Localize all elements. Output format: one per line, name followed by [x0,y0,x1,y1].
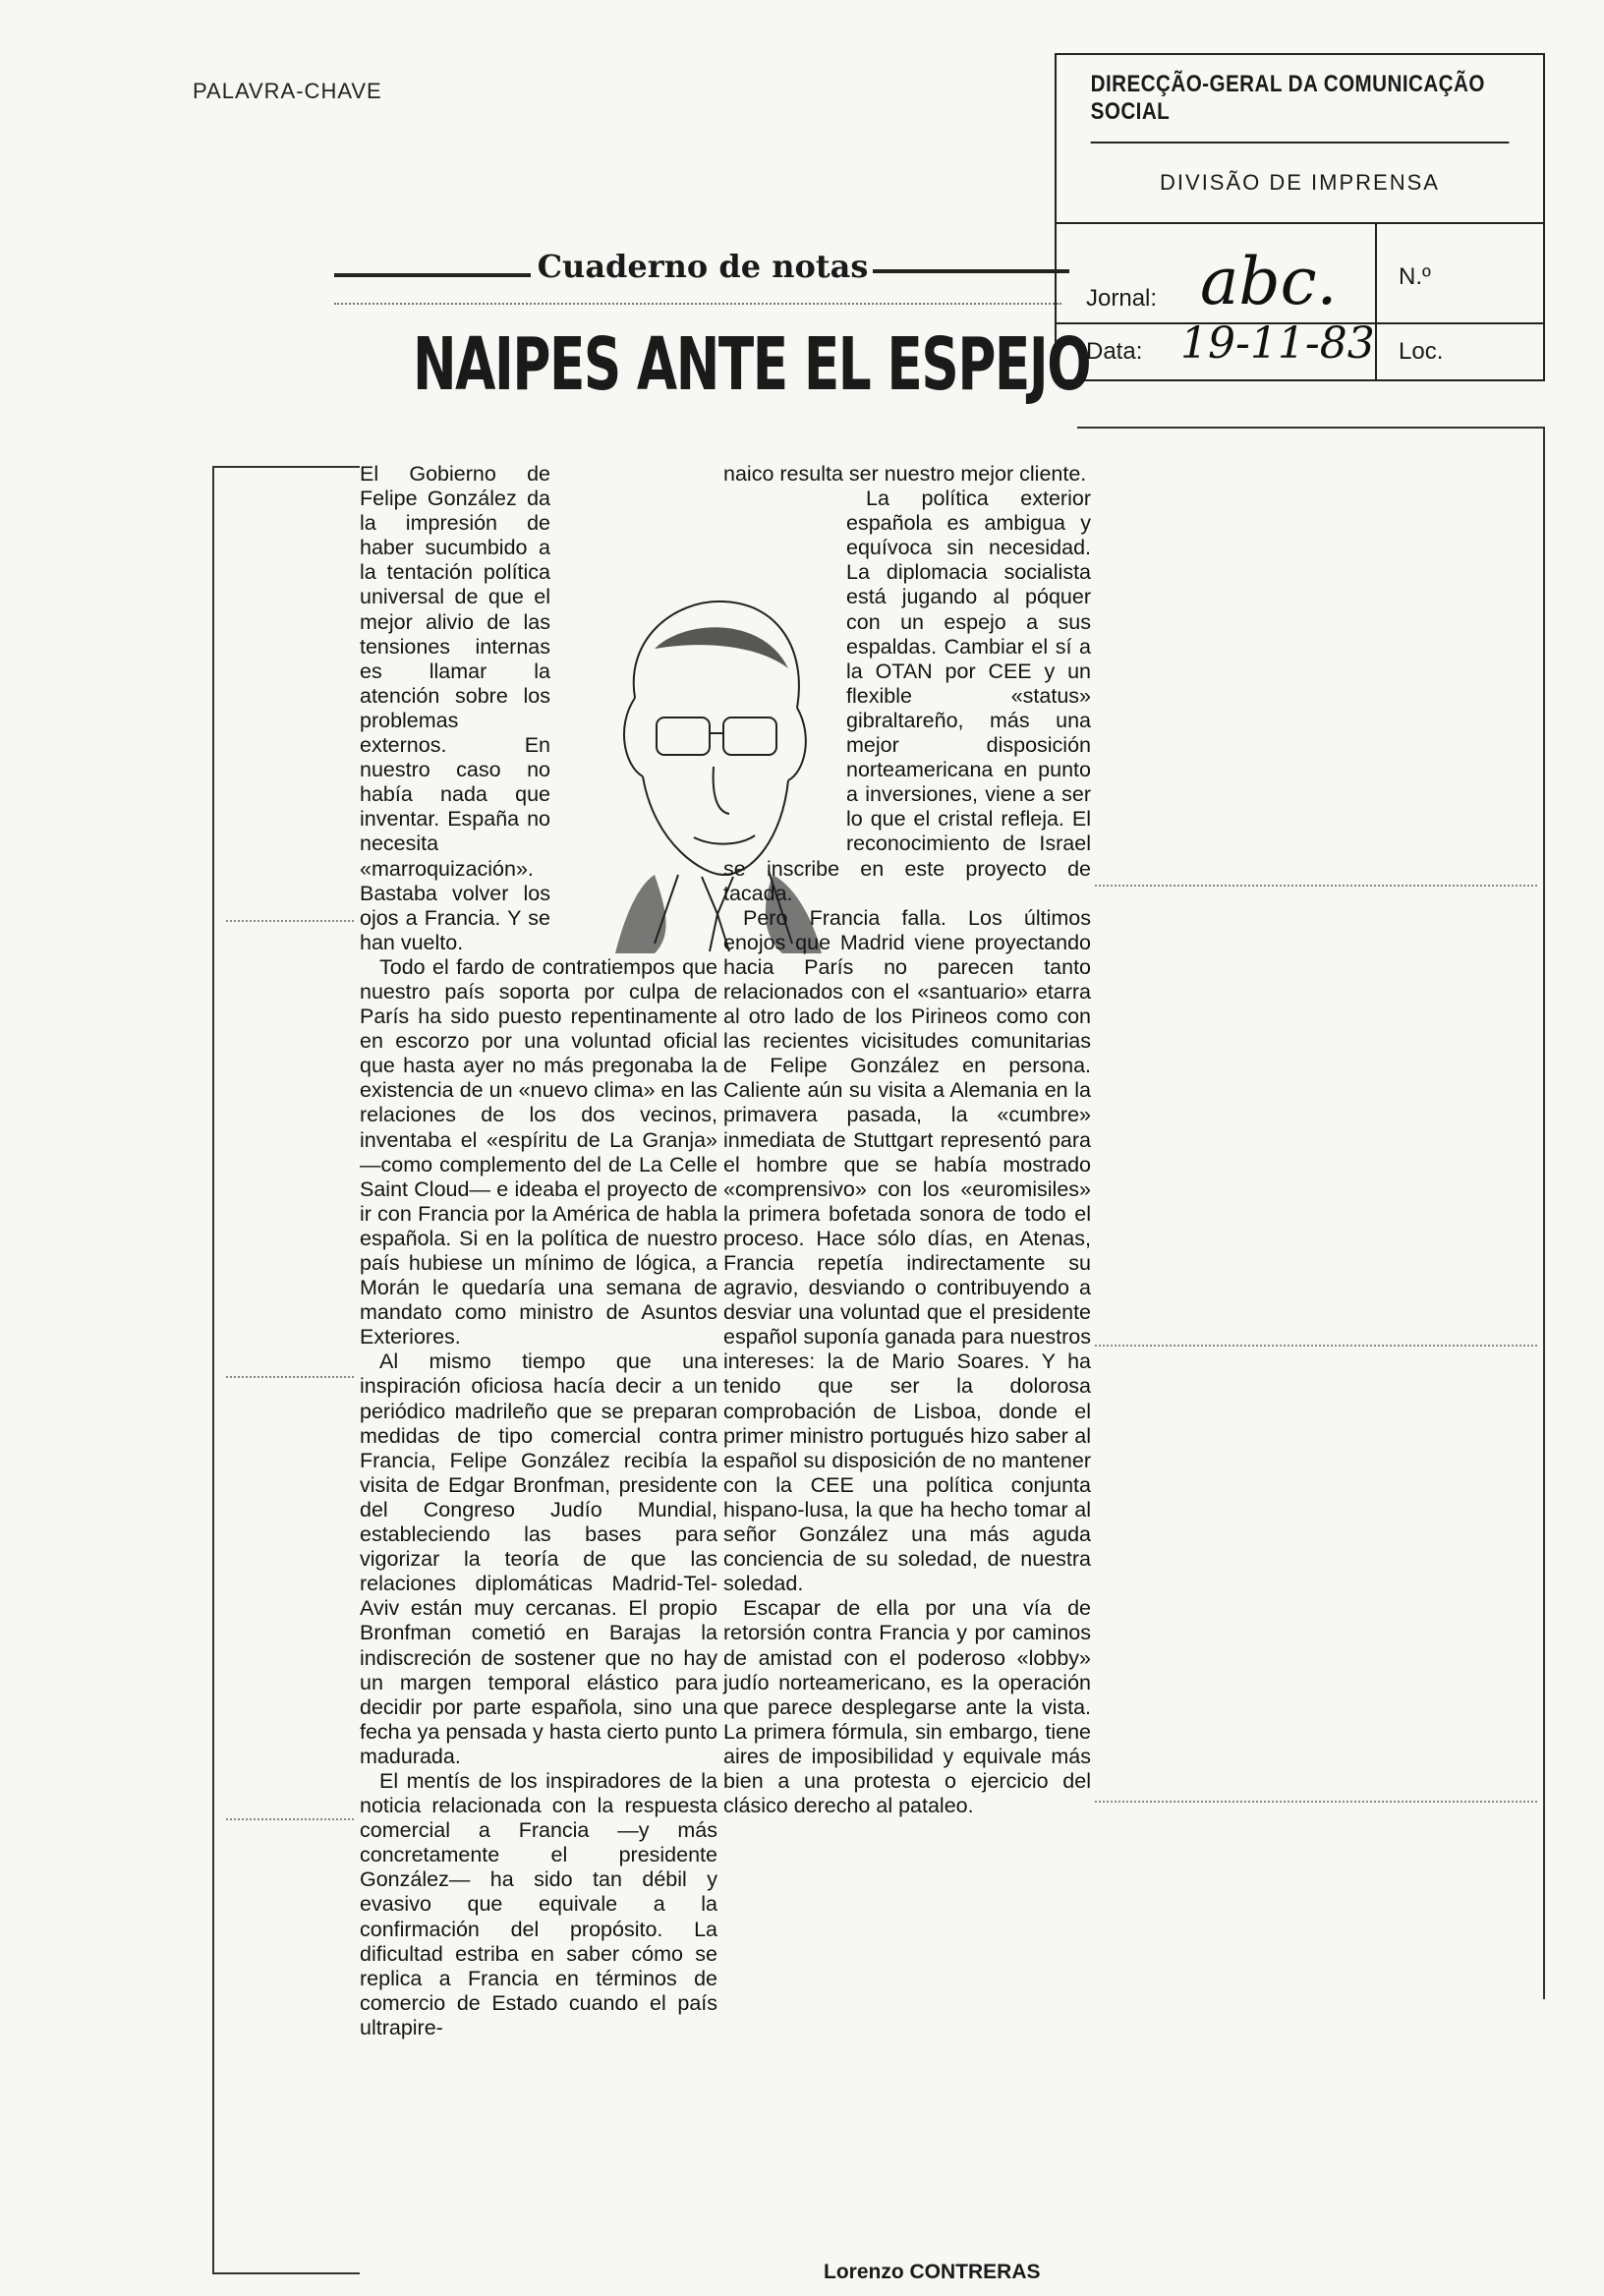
keyword-label: PALAVRA-CHAVE [193,79,382,103]
fold-line [226,920,354,922]
paragraph: Pero Francia falla. Los últimos enojos que Madrid viene proyectando hacia París no parecen tanto relacionados con el «santuario» etarra al otro lado de los Pirineos como con las recientes vicisitudes comunitarias de Felipe González en persona. Caliente aún su visita a Alemania en la primavera pasada, la «cumbre» inmediata de Stuttgart representó para el hombre que se había mostrado «comprensivo» con los «euromisiles» la primera bofetada sonora de todo el proceso. Hace sólo días, en Atenas, Francia repetía indirectamente su agravio, desviando o contribuyendo a desviar una voluntad que el presidente español suponía ganada para nuestros intereses: la de Mario Soares. Y ha tenido que ser la dolorosa comprobación de Lisboa, donde el primer ministro portugués hizo saber al español su disposición de no mantener con la CEE una política conjunta hispano-lusa, la que ha hecho tomar al señor González una más aguda conciencia de su soledad, de nuestra soledad. [723,905,1091,1596]
paragraph: El Gobierno de Felipe González da la impresión de haber sucumbido a la tentación política universal de que el mejor alivio de las tensiones internas es llamar la atención sobre los problemas externos. En nuestro caso no había nada que inventar. España no necesita «marroquización». Bastaba volver los ojos a Francia. Y se han vuelto. [360,462,550,954]
section-underline [334,303,1061,305]
paragraph: Todo el fardo de contratiempos que nuestro país soporta por culpa de París ha sido puesto repentinamente en escorzo por una voluntad oficial que hasta ayer no más pregonaba la existencia de un «nuevo clima» en las relaciones de los dos vecinos, inventaba el «espíritu de La Granja» —como complemento del de La Celle Saint Cloud— e ideaba el proyecto de ir con Francia por la América de habla española. Si en la política de nuestro país hubiese un mínimo de lógica, a Morán le quedaría una semana de mandato como ministro de Asuntos Exteriores. [360,954,717,1349]
article-column-right [723,462,1091,1818]
paragraph: El mentís de los inspiradores de la noticia relacionada con la respuesta comercial a Francia —y más concretamente el presidente González— ha sido tan débil y evasivo que equivale a la confirmación del propósito. La dificultad estriba en saber cómo se replica a Francia en términos de comercio de Estado cuando el país ultrapire- [360,1768,717,2039]
fold-line [1095,1801,1537,1803]
article-column-left [360,462,717,2040]
stamp-jornal-label: Jornal: [1086,285,1158,312]
paragraph: naico resulta ser nuestro mejor cliente. [723,462,1087,486]
fold-line [226,1818,354,1820]
stamp-divider [1375,324,1377,379]
stamp-jornal-row [1057,224,1543,324]
clipping-frame-top-left [212,466,360,468]
stamp-loc-label: Loc. [1399,338,1444,365]
stamp-numero-label: N.º [1399,263,1431,290]
section-title [334,248,1071,297]
stamp-divider [1375,224,1377,322]
headline: NAIPES ANTE EL ESPEJO [413,322,1091,407]
paragraph: Escapar de ella por una vía de retorsión contra Francia y por caminos de amistad con el poderoso «lobby» judío norteamericano, es la operación que parece desplegarse ante la vista. La primera fórmula, sin embargo, tiene aires de imposibilidad y equivale más bien a una protesta o ejercicio del clásico derecho al pataleo. [723,1596,1091,1818]
fold-line [226,1376,354,1378]
stamp-division: DIVISÃO DE IMPRENSA [1057,144,1543,224]
archive-stamp [1055,53,1545,381]
portrait-wrap-space [723,487,846,840]
stamp-data-row [1057,318,1543,381]
clipping-frame-bottom-left [212,2272,360,2274]
stamp-jornal-handwritten: abc. [1200,244,1338,319]
stamp-data-label: Data: [1086,338,1143,365]
fold-line [1095,885,1537,887]
stamp-data-handwritten: 19-11-83 [1180,318,1375,369]
clipping-frame-left [212,466,214,2274]
portrait-wrap-space [550,462,717,953]
stamp-organization: DIRECÇÃO-GERAL DA COMUNICAÇÃO SOCIAL [1091,55,1510,144]
byline: Lorenzo CONTRERAS [824,2261,1041,2283]
clipping-frame-right [1543,427,1545,1999]
section-rule-right [873,269,1069,273]
fold-line [1095,1345,1537,1347]
section-title-text: Cuaderno de notas [537,248,869,285]
paragraph: Al mismo tiempo que una inspiración oficiosa hacía decir a un periódico madrileño que se preparan medidas de tipo comercial contra Francia, Felipe González recibía la visita de Edgar Bronfman, presidente del Congreso Judío Mundial, estableciendo las bases para vigorizar la teoría de que las relaciones diplomáticas Madrid-Tel-Aviv están muy cercanas. El propio Bronfman cometió en Barajas la indiscreción de sostener que no hay un margen temporal elástico para decidir por parte española, sino una fecha ya pensada y hasta cierto punto madurada. [360,1349,717,1768]
section-rule-left [334,273,531,277]
paragraph: La política exterior española es ambigua y equívoca sin necesidad. La diplomacia socialista está jugando al póquer con un espejo a sus espaldas. Cambiar el sí a la OTAN por CEE y un flexible «status» gibraltareño, más una mejor disposición norteamericana en punto a inversiones, viene a ser lo que el cristal refleja. El reconocimiento de Israel se inscribe en este proyecto de tacada. [723,487,1091,905]
clipping-frame-top-right [1077,427,1545,429]
